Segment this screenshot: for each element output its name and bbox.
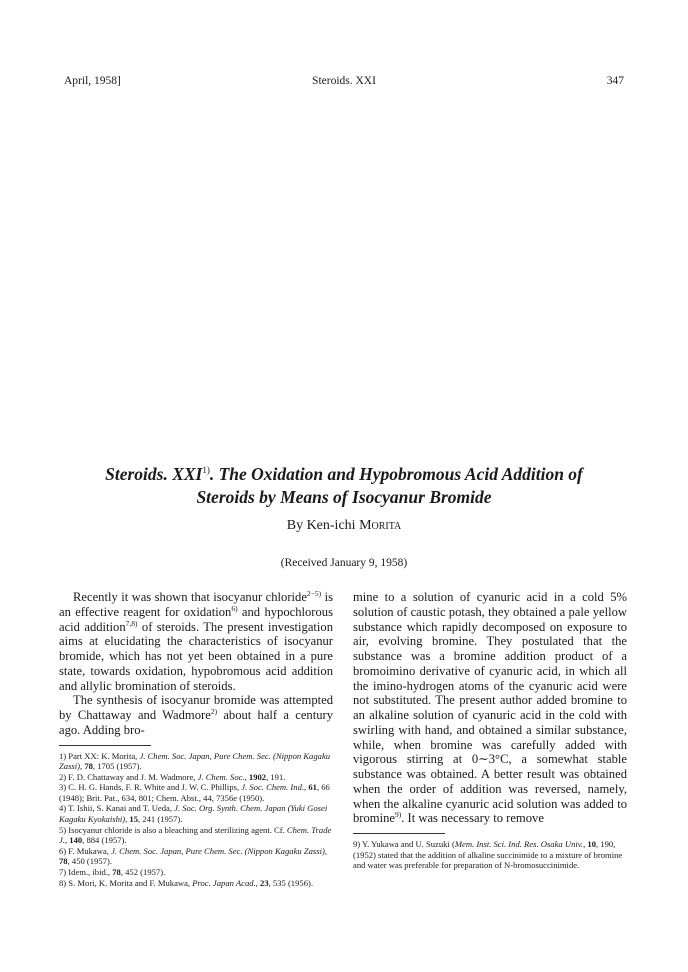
ref-2-5: 2−5)	[306, 588, 322, 598]
footnote-item: 2) F. D. Chattaway and J. M. Wadmore, J. Chem. Soc., 1902, 191.	[59, 771, 286, 782]
header-date: April, 1958]	[64, 75, 121, 87]
footnotes	[59, 751, 333, 889]
ref-7-8: 7,8)	[125, 618, 138, 628]
article-title	[40, 459, 648, 509]
author-surname: Morita	[359, 518, 402, 533]
ref-6: 6)	[231, 603, 238, 613]
footnote-item: 7) Idem., ibid., 78, 452 (1957).	[59, 867, 166, 878]
footnote-rule	[59, 745, 151, 746]
footnote-item: 5) Isocyanur chloride is also a bleaching and sterilizing agent. Cf. Chem. Trade J., 140, 884 (1957).	[59, 824, 332, 846]
footnote-item: 6) F. Mukawa, J. Chem. Soc. Japan, Pure Chem. Sec. (Nippon Kagaku Zassi), 78, 450 (1957).	[59, 845, 327, 867]
author-byline: By Ken-ichi Morita	[286, 518, 402, 533]
footnote-item: 3) C. H. G. Hands, F. R. White and J. W. C. Phillips, J. Soc. Chem. Ind., 61, 66 (1948); Brit. Pat., 634, 801; Chem. Abst., 44, 7356e (1950).	[59, 782, 330, 803]
continuation-paragraph: mine to a solution of cyanuric acid in a cold 5% solution of caustic potash, they obtained a pale yellow substance which rapidly decomposed on exposure to air, evolving bromine. They postulated that the substance was a bromine addition product of a bromoimino derivative of cyanuric acid, in which all the imino-hydrogen atoms of the cyanuric acid were not substituted. The present author added bromine to an alkaline solution of cyanuric acid in the cold with swirling with hand, and obtained a similar substance, while, when bromine was carefully added with vigorous stirring at 0∼3°C, a somewhat stable substance was obtained. A better result was obtained when the order of addition was reversed, namely, when the alkaline cyanuric acid solution was added to bromine$^{9)}$. It was necessary to remove	[353, 590, 627, 826]
footnote-rule	[353, 833, 445, 834]
title-line-1: Steroids. XXI$^{1)}$. The Oxidation and Hypobromous Acid Addition of	[105, 463, 583, 484]
page-number: 347	[606, 75, 624, 87]
left-column	[59, 590, 333, 888]
footnote-item: 1) Part XX: K. Morita, J. Chem. Soc. Japan, Pure Chem. Sec. (Nippon Kagaku Zassi), 78, 1705 (1957).	[59, 750, 331, 772]
title-footnote-ref: 1)	[202, 465, 210, 475]
footnote-item: 9) Y. Yukawa and U. Suzuki (Mem. Inst. Sci. Ind. Res. Osaka Univ., 10, 190, (1952) stated that the addition of alkaline succinimide to a mixture of bromine and water was preferable for preparation of N-bromosuccinimide.	[353, 839, 623, 871]
ref-2: 2)	[210, 706, 218, 716]
intro-paragraph: Recently it was shown that isocyanur chloride$^{2-5)}$ is an effective reagent for oxidation$^{6)}$ and hypochlorous acid addition$^{7,8)}$ of steroids. The present investigation aims at elucidating the characteristics of isocyanur bromide, which has not yet been obtained in a pure state, towards oxidation, hypobromous acid addition and allylic bromination of steroids.	[59, 588, 333, 693]
footnote-item: 4) T. Ishii, S. Kanai and T. Ueda, J. Soc. Org. Synth. Chem. Japan (Yuki Gosei Kagaku Kyokaishi), 15, 241 (1957).	[59, 803, 328, 825]
ref-9: 9)	[394, 810, 402, 820]
running-title: Steroids. XXI	[312, 75, 376, 87]
footnote-item: 8) S. Mori, K. Morita and F. Mukawa, Proc. Japan Acad., 23, 535 (1956).	[59, 877, 314, 888]
title-line-2: Steroids by Means of Isocyanur Bromide	[196, 486, 492, 507]
received-date: (Received January 9, 1958)	[280, 557, 408, 569]
synthesis-paragraph: The synthesis of isocyanur bromide was attempted by Chattaway and Wadmore$^{2)}$ about half a century ago. Adding bro-	[59, 693, 333, 737]
right-column	[353, 590, 627, 871]
